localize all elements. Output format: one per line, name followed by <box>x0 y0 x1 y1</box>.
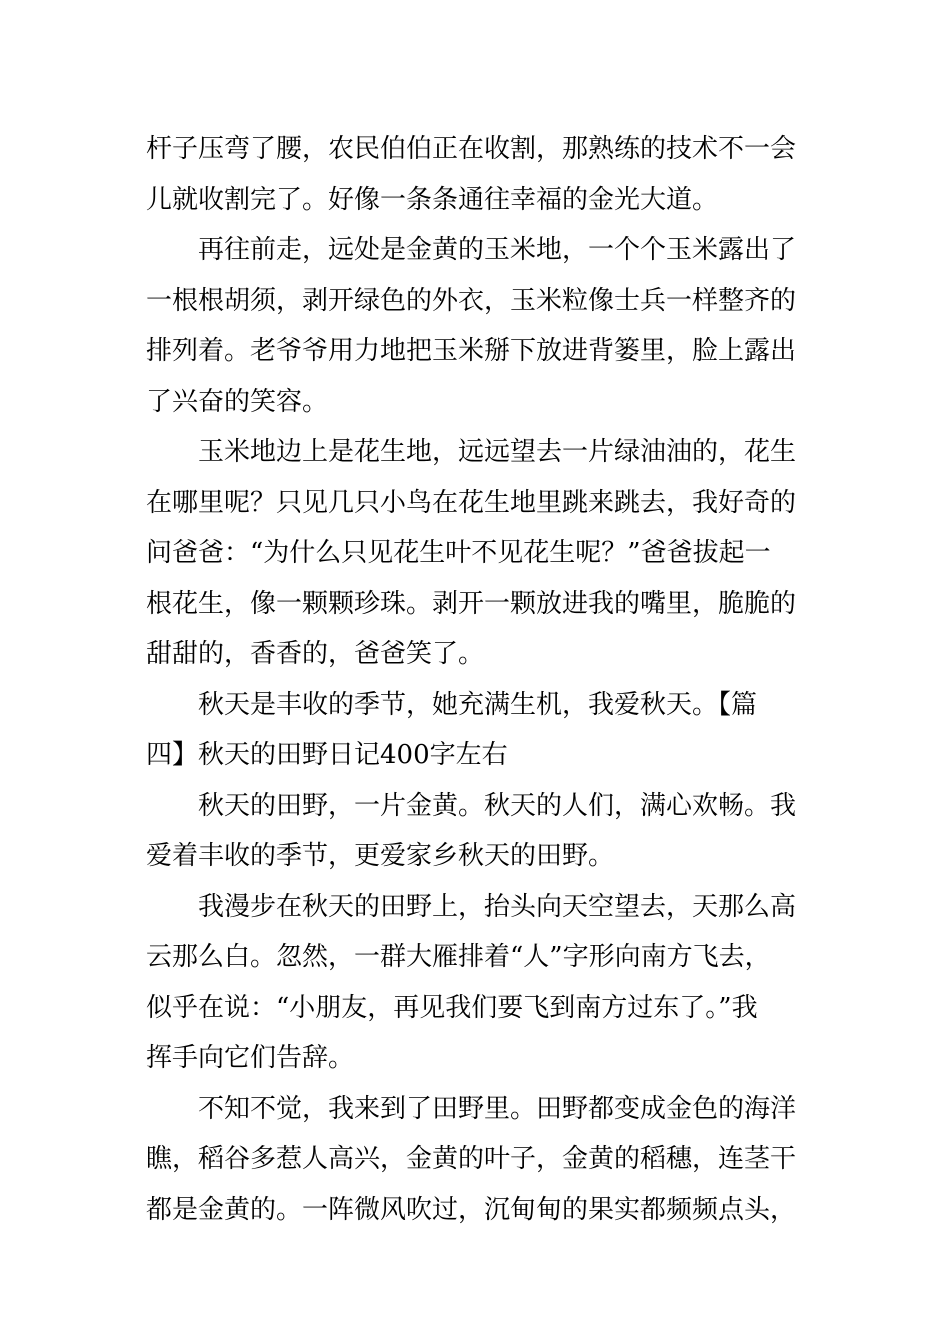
paragraph-start-line: 不知不觉，我来到了田野里。田野都变成金色的海洋 <box>198 1093 797 1124</box>
paragraph-start-line: 秋天是丰收的季节，她充满生机，我爱秋天。【篇 <box>198 689 758 720</box>
text-line: 杆子压弯了腰，农民伯伯正在收割，那熟练的技术不一会 <box>146 134 797 164</box>
text-line: 在哪里呢？只见几只小鸟在花生地里跳来跳去，我好奇的 <box>146 487 797 518</box>
text-line: 儿就收割完了。好像一条条通往幸福的金光大道。 <box>146 184 719 215</box>
text-line: 甜甜的，香香的，爸爸笑了。 <box>146 639 485 669</box>
text-line: 了兴奋的笑容。 <box>146 386 329 417</box>
section-heading-line: 四】秋天的田野日记400字左右 <box>146 740 508 770</box>
text-line: 爱着丰收的季节，更爱家乡秋天的田野。 <box>146 841 615 871</box>
text-line: 根花生，像一颗颗珍珠。剥开一颗放进我的嘴里，脆脆的 <box>146 588 797 619</box>
paragraph-start-line: 我漫步在秋天的田野上，抬头向天空望去，天那么高 <box>198 891 797 922</box>
text-line: 一根根胡须，剥开绿色的外衣，玉米粒像士兵一样整齐的 <box>146 285 797 316</box>
text-line: 挥手向它们告辞。 <box>146 1043 355 1073</box>
text-line: 似乎在说：“小朋友，再见我们要飞到南方过东了。”我 <box>146 992 758 1023</box>
document-body <box>146 124 806 1235</box>
paragraph-start-line: 玉米地边上是花生地，远远望去一片绿油油的，花生 <box>198 437 797 467</box>
text-line: 排列着。老爷爷用力地把玉米掰下放进背篓里，脸上露出 <box>146 336 797 366</box>
text-line: 瞧，稻谷多惹人高兴，金黄的叶子，金黄的稻穗，连茎干 <box>146 1144 797 1174</box>
paragraph-start-line: 秋天的田野，一片金黄。秋天的人们，满心欢畅。我 <box>198 790 797 821</box>
text-line: 云那么白。忽然，一群大雁排着“人”字形向南方飞去， <box>146 942 771 972</box>
paragraph-start-line: 再往前走，远处是金黄的玉米地，一个个玉米露出了 <box>198 235 797 265</box>
text-line: 都是金黄的。一阵微风吹过，沉甸甸的果实都频频点头， <box>146 1194 797 1225</box>
text-line: 问爸爸：“为什么只见花生叶不见花生呢？”爸爸拔起一 <box>146 538 771 568</box>
